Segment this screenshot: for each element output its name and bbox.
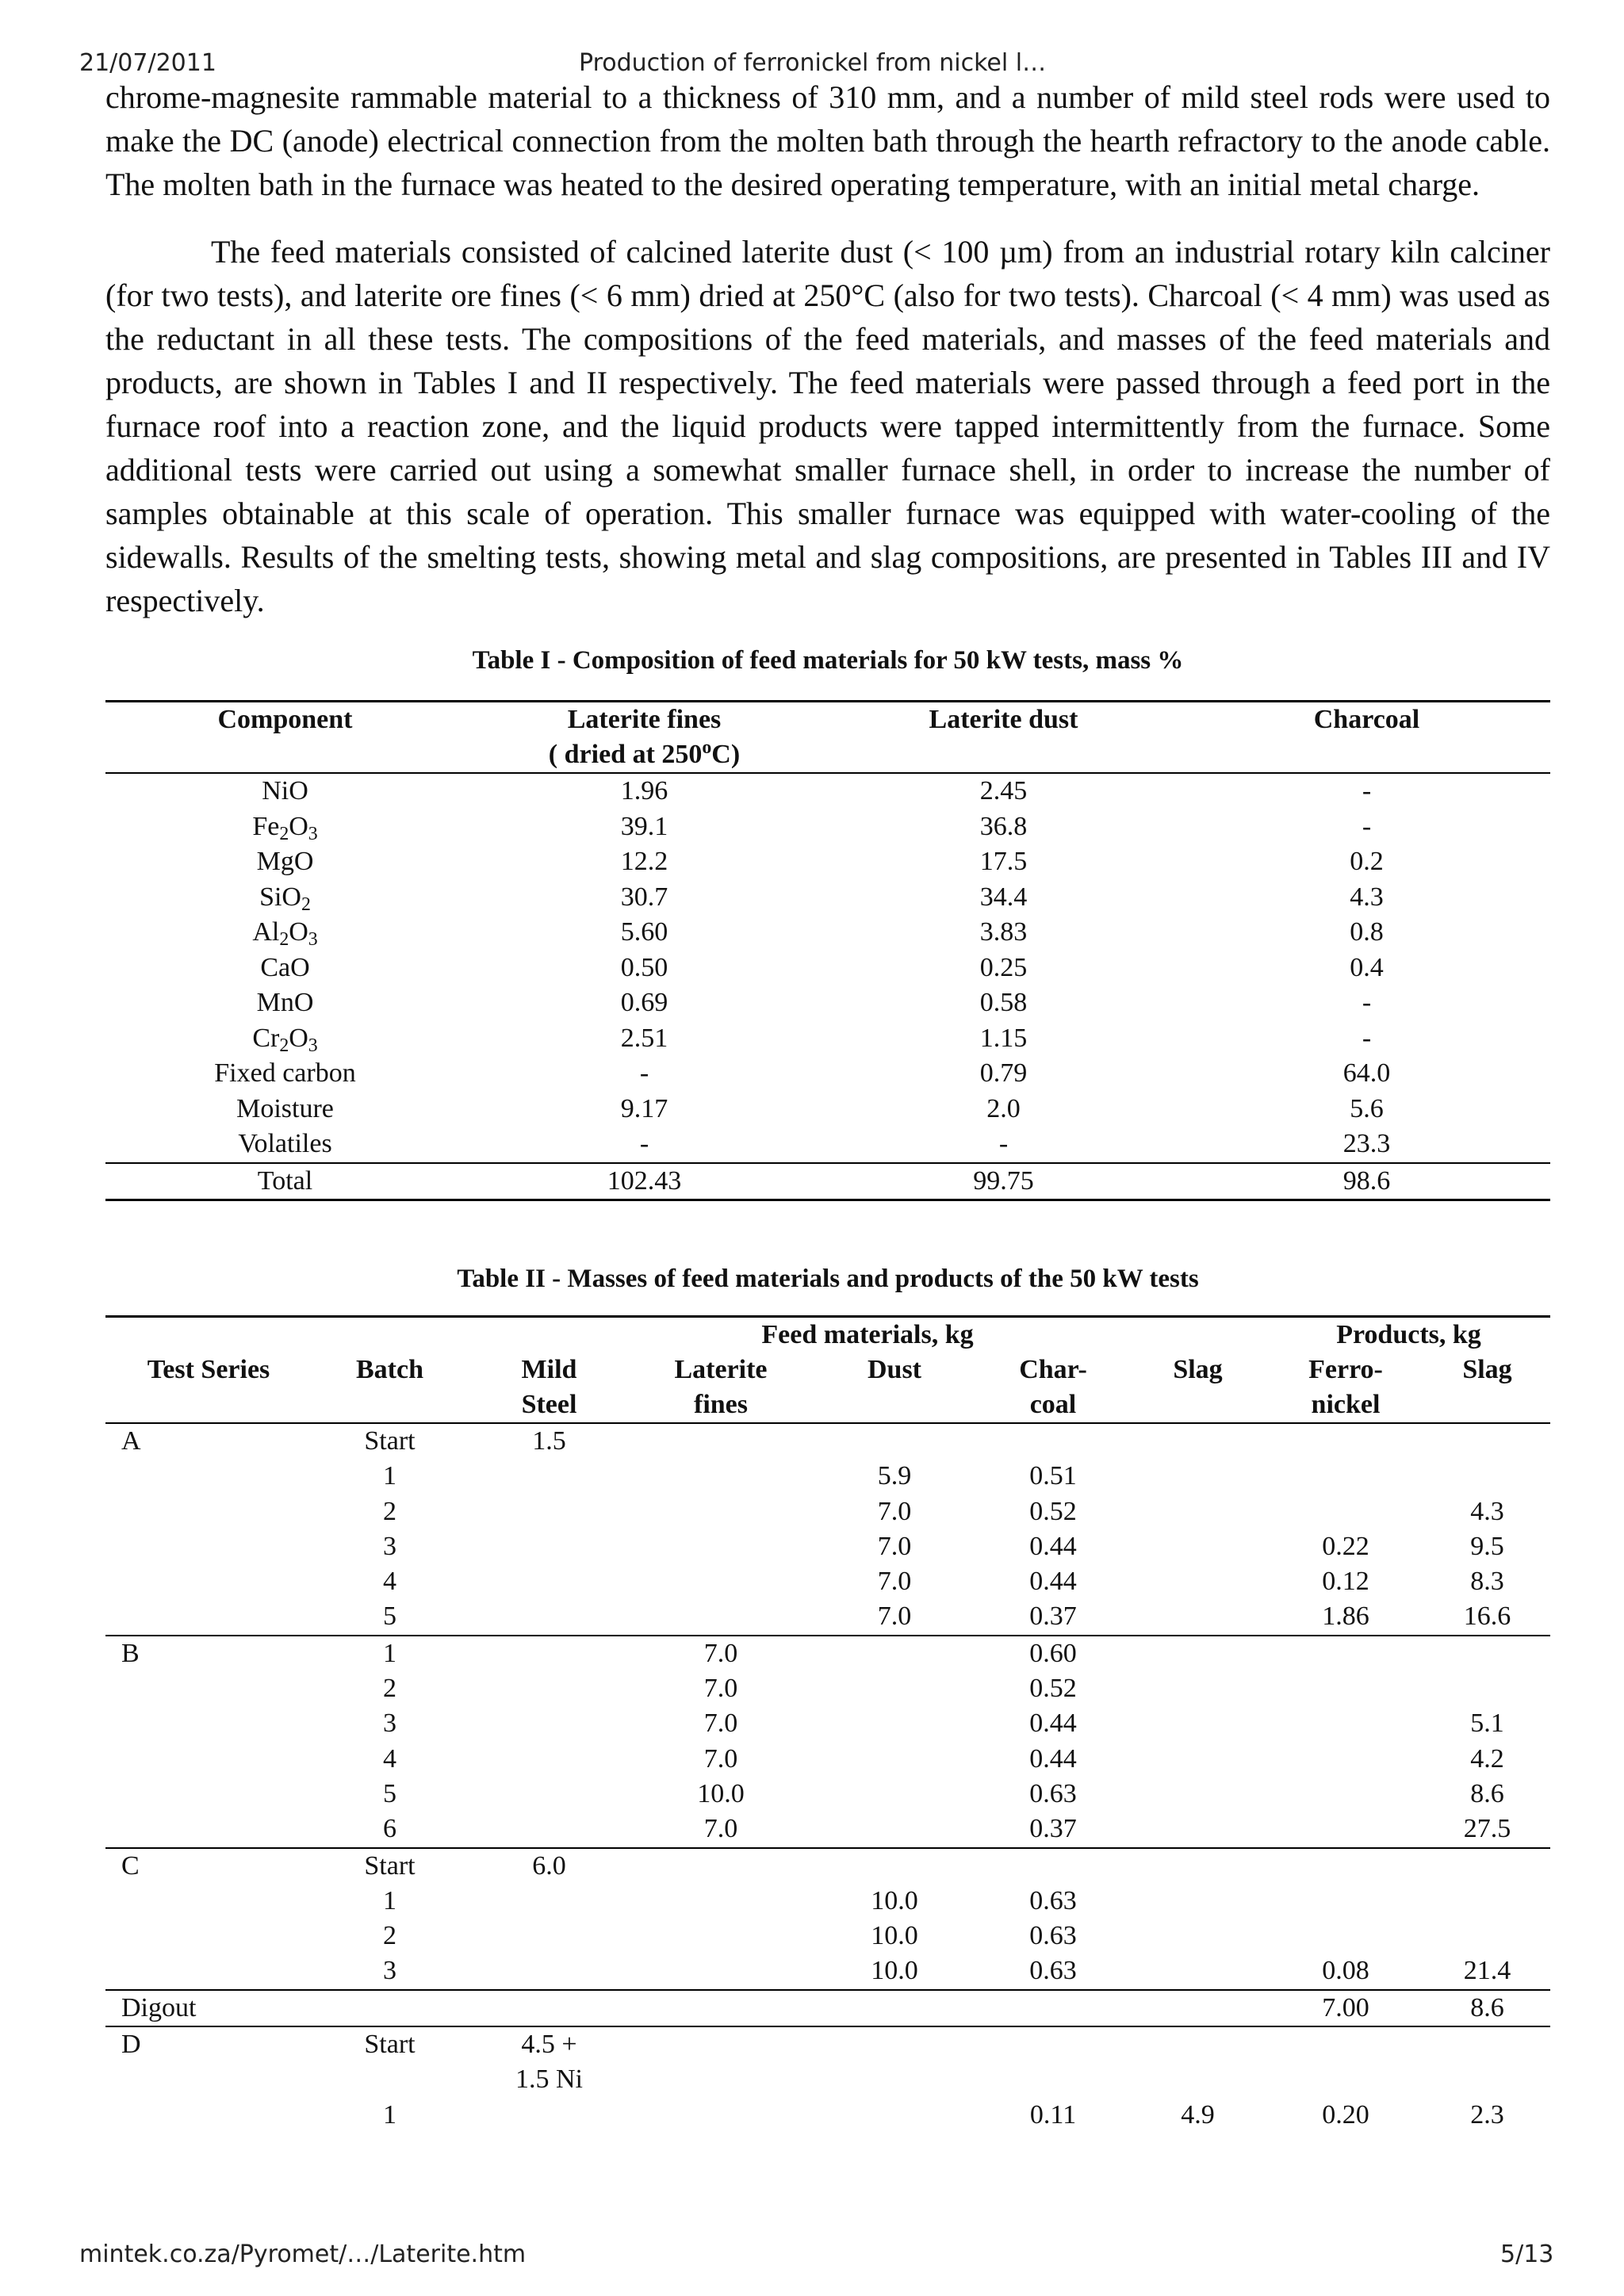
table2-cell — [1267, 1706, 1424, 1741]
table2-cell: 2 — [383, 1496, 396, 1526]
table2-cell — [105, 1494, 312, 1529]
table2-cell — [811, 1777, 978, 1812]
table2-cell — [468, 1529, 630, 1564]
table2-cell — [630, 1423, 811, 1459]
table2-cell — [811, 1671, 978, 1706]
table1-cell-value: 39.1 — [620, 811, 668, 841]
footer-url: mintek.co.za/Pyromet/…/Laterite.htm — [79, 2241, 527, 2268]
table2-cell: 2 — [383, 1674, 396, 1704]
table2-cell — [105, 1954, 312, 1989]
table2-cell: 7.0 — [877, 1601, 912, 1632]
table2-row — [105, 1742, 1550, 1777]
table2-cell: C — [105, 1848, 312, 1884]
table2-cell — [1128, 1599, 1267, 1635]
table2-cell: 7.0 — [703, 1674, 738, 1704]
table2 — [105, 1315, 1550, 2133]
table1-row — [105, 1127, 1550, 1163]
table2-cell — [1424, 1848, 1550, 1884]
table2-cell: 0.08 — [1322, 1956, 1369, 1986]
table2-cell — [1267, 1494, 1424, 1529]
table2-cell — [468, 1954, 630, 1989]
header-title: Production of ferronickel from nickel l… — [579, 49, 1047, 77]
table1-row — [105, 985, 1550, 1021]
table2-cell: 3 — [383, 1709, 396, 1739]
table1-cell-value: 34.4 — [979, 882, 1028, 912]
table2-cell — [1267, 1459, 1424, 1494]
table2-cell — [1267, 2026, 1424, 2062]
table2-row — [105, 1812, 1550, 1847]
table2-cell — [1128, 1742, 1267, 1777]
table1-cell-value: 0.69 — [620, 988, 668, 1017]
table2-cell — [630, 1954, 811, 1989]
table1-total-value: 98.6 — [1183, 1163, 1550, 1200]
table2-cell: 0.44 — [1029, 1567, 1077, 1597]
table1-cell-value: 12.2 — [620, 847, 668, 876]
table2-cell — [1424, 1423, 1550, 1459]
table1-cell-component: MgO — [256, 847, 314, 876]
table2-cell: 1.5 — [532, 1426, 566, 1456]
table2-row — [105, 1529, 1550, 1564]
table2-cell — [1128, 1459, 1267, 1494]
table2-cell — [978, 2062, 1128, 2097]
table2-cell: 1.86 — [1322, 1601, 1369, 1632]
table2-cell — [1267, 1777, 1424, 1812]
table1-cell-value: 5.6 — [1350, 1093, 1384, 1123]
table2-cell — [630, 1564, 811, 1599]
table2-caption: Table II - Masses of feed materials and products of the 50 kW tests — [457, 1265, 1199, 1293]
table2-cell: Start — [312, 2026, 468, 2062]
table2-cell: 10.0 — [871, 1956, 918, 1986]
table2-header-line2: fines — [630, 1387, 811, 1423]
table2-cell — [105, 1671, 312, 1706]
table2-cell — [978, 1423, 1128, 1459]
table1-total-label: Total — [105, 1163, 465, 1200]
table2-cell: 0.63 — [1029, 1921, 1077, 1951]
table2-row — [105, 1954, 1550, 1989]
table2-header: Slag — [1462, 1355, 1512, 1384]
table1-row — [105, 844, 1550, 880]
table2-cell — [1424, 1919, 1550, 1954]
table1-cell-value: 4.3 — [1350, 882, 1384, 912]
table2-cell — [105, 1742, 312, 1777]
page-content — [105, 75, 1550, 2133]
table1-total-value: 102.43 — [465, 1163, 824, 1200]
table1-cell-component: Fixed carbon — [214, 1058, 356, 1088]
table2-cell: 7.00 — [1267, 1990, 1424, 2026]
table2-header-line2: Steel — [468, 1387, 630, 1423]
table2-cell: Digout — [105, 1990, 312, 2026]
table2-cell — [1128, 1636, 1267, 1671]
table2-cell — [105, 2098, 312, 2133]
table2-header: Dust — [867, 1355, 922, 1384]
table2-header-line2 — [1128, 1387, 1267, 1423]
table2-cell — [468, 1636, 630, 1671]
table2-cell: 7.0 — [630, 1636, 811, 1671]
footer-page-number: 5/13 — [1500, 2241, 1554, 2268]
table2-cell — [630, 1459, 811, 1494]
table2-cell: 21.4 — [1463, 1956, 1511, 1986]
table2-cell: D — [105, 2026, 312, 2062]
table2-cell: 8.6 — [1470, 1778, 1504, 1808]
table2-cell: 0.37 — [1029, 1601, 1077, 1632]
table2-cell: 4 — [383, 1567, 396, 1597]
table1-row — [105, 880, 1550, 916]
table2-row — [105, 1636, 1550, 1671]
table2-cell: 4.2 — [1470, 1743, 1504, 1774]
table2-row — [105, 1919, 1550, 1954]
table2-cell — [468, 1564, 630, 1599]
table2-cell — [630, 1919, 811, 1954]
table1-cell-value: - — [1362, 988, 1372, 1017]
table1-cell-value: 1.96 — [620, 776, 668, 806]
table2-cell: 0.52 — [1029, 1496, 1077, 1526]
table1-cell-value: - — [639, 1129, 649, 1158]
table1-cell-component: SiO$_2$ — [259, 882, 311, 915]
table1-row — [105, 1092, 1550, 1127]
table1-cell-value: 17.5 — [979, 847, 1028, 876]
table2-header: Test Series — [147, 1355, 270, 1384]
table2-cell: 10.0 — [871, 1921, 918, 1951]
table2-cell — [105, 2062, 312, 2097]
table2-cell: 3 — [383, 1531, 396, 1561]
table2-cell: 8.6 — [1424, 1990, 1550, 2026]
table2-header-line2 — [105, 1387, 312, 1423]
table2-cell: 16.6 — [1463, 1601, 1511, 1632]
table2-cell — [978, 1990, 1128, 2026]
table2-cell: 5.1 — [1470, 1709, 1504, 1739]
table1-cell-value: 0.79 — [979, 1058, 1028, 1088]
table2-cell — [1424, 1459, 1550, 1494]
table2-cell: 7.0 — [877, 1496, 912, 1526]
table1-total-row — [105, 1163, 1550, 1200]
table2-cell: 2 — [383, 1921, 396, 1951]
table2-cell — [1267, 1884, 1424, 1919]
table1-row — [105, 1056, 1550, 1092]
table1-cell-value: 0.58 — [979, 988, 1028, 1017]
table1-row — [105, 915, 1550, 951]
table2-cell — [1128, 1990, 1267, 2026]
table2-header-line2 — [811, 1387, 978, 1423]
table2-cell — [811, 1812, 978, 1847]
table2-cell — [468, 1706, 630, 1741]
table2-cell — [978, 2026, 1128, 2062]
table2-cell — [468, 1742, 630, 1777]
table1-cell-component: MnO — [256, 988, 314, 1017]
table2-cell: 7.0 — [703, 1709, 738, 1739]
table1-row — [105, 809, 1550, 845]
table1-cell-component: CaO — [260, 952, 310, 982]
table1-caption: Table I - Composition of feed materials for 50 kW tests, mass % — [472, 646, 1184, 675]
table2-cell — [978, 1848, 1128, 1884]
table2-cell: 1 — [383, 2099, 396, 2130]
table2-header: Ferro- — [1308, 1355, 1383, 1384]
table2-cell — [1267, 1423, 1424, 1459]
paragraph-2: The feed materials consisted of calcined laterite dust (< 100 µm) from an industrial rotary kiln calciner (for two tests), and laterite ore fines (< 6 mm) dried at 250°C (also for two tests). Charcoal (< 4 mm) was used as the reductant in all these tests. The compositions of the feed materials, and masses of the feed materials and products, are shown in Tables I and II respectively. The feed materials were passed through a feed port in the furnace roof into a reaction zone, and the liquid products were tapped intermittently from the furnace. Some additional tests were carried out using a somewhat smaller furnace shell, in order to increase the number of samples obtainable at this scale of operation. This smaller furnace was equipped with water-cooling of the sidewalls. Results of the smelting tests, showing metal and slag compositions, are presented in Tables III and IV respectively. — [105, 234, 1550, 618]
table1-cell-component: NiO — [262, 776, 308, 806]
table2-cell — [1128, 1671, 1267, 1706]
table2-cell — [468, 1494, 630, 1529]
table1-cell-value: - — [639, 1058, 649, 1088]
table2-cell — [1128, 1884, 1267, 1919]
table1-cell-component: $Fe_2O_3$ — [252, 811, 318, 844]
table1-cell-value: 2.45 — [979, 776, 1028, 806]
table2-cell — [105, 1564, 312, 1599]
table2-header-line2: nickel — [1267, 1387, 1424, 1423]
table1-cell-value: 0.25 — [979, 952, 1028, 982]
table2-cell — [468, 1777, 630, 1812]
table2-cell — [811, 2026, 978, 2062]
table2-cell: 0.22 — [1322, 1531, 1369, 1561]
table1-cell-value: 3.83 — [979, 917, 1028, 947]
table1-row — [105, 773, 1550, 809]
table1-subheader: ( dried at 250$^o$C) — [465, 737, 824, 773]
table2-cell: 0.11 — [1029, 2099, 1077, 2130]
table1-row — [105, 951, 1550, 986]
table2-cell — [468, 1990, 630, 2026]
table2-cell: 0.60 — [978, 1636, 1128, 1671]
table1-cell-value: 2.0 — [986, 1093, 1021, 1123]
table2-row — [105, 1599, 1550, 1635]
table2-cell — [1128, 2062, 1267, 2097]
table2-cell: 1 — [312, 1636, 468, 1671]
table2-cell — [312, 2062, 468, 2097]
table2-header: Laterite — [674, 1355, 768, 1384]
table2-cell — [811, 2062, 978, 2097]
table2-cell: 0.37 — [1029, 1814, 1077, 1844]
table2-cell — [1128, 1423, 1267, 1459]
table2-header: Batch — [356, 1355, 423, 1384]
table2-cell: 7.0 — [703, 1743, 738, 1774]
table2-cell — [1424, 2062, 1550, 2097]
table1-cell-value: 0.8 — [1350, 917, 1384, 947]
table2-cell — [105, 1599, 312, 1635]
table2-cell: 4.9 — [1181, 2099, 1215, 2130]
table2-cell — [1128, 1954, 1267, 1989]
table1-cell-value: - — [1362, 776, 1372, 806]
table2-cell: 1 — [383, 1885, 396, 1915]
table2-cell — [105, 1884, 312, 1919]
table2-cell: 4.5 + — [468, 2026, 630, 2062]
table2-row — [105, 2026, 1550, 2062]
table2-cell — [630, 2026, 811, 2062]
table2-cell: 0.44 — [1029, 1531, 1077, 1561]
table2-cell — [811, 1706, 978, 1741]
table2-cell — [1424, 1884, 1550, 1919]
table1-cell-value: - — [1362, 1023, 1372, 1053]
table2-header-line2: coal — [978, 1387, 1128, 1423]
table2-cell: 0.51 — [1029, 1461, 1077, 1491]
table2-cell — [630, 1990, 811, 2026]
table2-cell: 0.63 — [1029, 1956, 1077, 1986]
table2-cell — [1128, 1494, 1267, 1529]
table2-row — [105, 1706, 1550, 1741]
table2-cell: 0.44 — [1029, 1743, 1077, 1774]
table2-cell: 7.0 — [877, 1567, 912, 1597]
table1-cell-value: 64.0 — [1342, 1058, 1391, 1088]
table2-cell: 7.0 — [877, 1531, 912, 1561]
table2-cell — [1267, 1742, 1424, 1777]
table2-cell: A — [121, 1426, 141, 1456]
table2-cell: 9.5 — [1470, 1531, 1504, 1561]
table2-cell: 0.63 — [1029, 1885, 1077, 1915]
table1-cell-component: Moisture — [236, 1093, 334, 1123]
table2-header-line2 — [312, 1387, 468, 1423]
table2-cell — [811, 1848, 978, 1884]
table1-header-charcoal: Charcoal — [1313, 705, 1420, 734]
table2-cell: 6 — [383, 1814, 396, 1844]
table2-cell: 1 — [383, 1461, 396, 1491]
table2-cell — [811, 1636, 978, 1671]
table2-cell: 1.5 Ni — [515, 2064, 583, 2095]
table1-cell-value: 1.15 — [979, 1023, 1028, 1053]
table1-cell-value: 0.4 — [1350, 952, 1384, 982]
table2-header: Char- — [1019, 1355, 1087, 1384]
table2-row — [105, 1564, 1550, 1599]
table1-header-fines: Laterite fines — [567, 705, 722, 734]
table2-cell — [468, 1599, 630, 1635]
table2-cell: 0.20 — [1322, 2099, 1369, 2130]
header-date: 21/07/2011 — [79, 49, 216, 77]
table2-cell — [1128, 2026, 1267, 2062]
table1-total-value: 99.75 — [824, 1163, 1183, 1200]
table2-header: Mild — [521, 1355, 577, 1384]
table2-cell: 6.0 — [468, 1848, 630, 1884]
table2-cell — [630, 1884, 811, 1919]
table2-cell — [1424, 1671, 1550, 1706]
table2-group-products: Products, kg — [1336, 1320, 1481, 1349]
table2-cell — [630, 2062, 811, 2097]
table2-cell: 0.63 — [1029, 1778, 1077, 1808]
table1-cell-value: 36.8 — [979, 811, 1028, 841]
table2-cell — [468, 1919, 630, 1954]
table2-cell — [105, 1459, 312, 1494]
table1-cell-value: 0.50 — [620, 952, 668, 982]
table1-cell-value: 9.17 — [620, 1093, 668, 1123]
table2-cell — [1424, 1636, 1550, 1671]
table2-cell — [1424, 2026, 1550, 2062]
paragraph-1: chrome-magnesite rammable material to a thickness of 310 mm, and a number of mild steel rods were used to make the DC (anode) electrical connection from the molten bath through the hearth refractory to the anode cable. The molten bath in the furnace was heated to the desired operating temperature, with an initial metal charge. — [105, 79, 1550, 202]
table2-cell — [105, 1919, 312, 1954]
table2-cell — [105, 1706, 312, 1741]
table2-cell — [468, 1459, 630, 1494]
table2-row — [105, 1777, 1550, 1812]
table2-row — [105, 1990, 1550, 2026]
table2-cell — [811, 2098, 978, 2133]
table1-row — [105, 1021, 1550, 1057]
table1-cell-value: 0.2 — [1350, 847, 1384, 876]
table2-cell — [105, 1812, 312, 1847]
table2-cell — [1267, 2062, 1424, 2097]
table2-header: Slag — [1173, 1355, 1223, 1384]
table2-cell: Start — [364, 1426, 416, 1456]
table2-cell: 2.3 — [1470, 2099, 1504, 2130]
table2-cell — [630, 1494, 811, 1529]
table1-cell-component: $Al_2O_3$ — [252, 917, 318, 950]
table2-cell — [1128, 1848, 1267, 1884]
table2-cell: 8.3 — [1470, 1567, 1504, 1597]
table2-cell: 4 — [383, 1743, 396, 1774]
table2-cell — [1128, 1919, 1267, 1954]
table2-cell — [105, 1777, 312, 1812]
table2-cell — [1267, 1812, 1424, 1847]
table2-row — [105, 2098, 1550, 2133]
table2-cell — [468, 1812, 630, 1847]
table2-cell — [630, 1599, 811, 1635]
table2-cell — [1128, 1564, 1267, 1599]
table1-cell-value: - — [998, 1129, 1009, 1158]
table2-row — [105, 1423, 1550, 1459]
table2-cell: Start — [312, 1848, 468, 1884]
table2-cell: 3 — [383, 1956, 396, 1986]
table1-header-dust: Laterite dust — [929, 705, 1078, 734]
table1-cell-value: 2.51 — [620, 1023, 668, 1053]
table2-row — [105, 1884, 1550, 1919]
table2-cell — [468, 1671, 630, 1706]
table2-cell — [1128, 1529, 1267, 1564]
table2-cell — [630, 1529, 811, 1564]
table2-cell: 5.9 — [877, 1461, 912, 1491]
table1-cell-value: 23.3 — [1342, 1129, 1391, 1158]
table2-cell — [1128, 1812, 1267, 1847]
table1-cell-value: 30.7 — [620, 882, 668, 912]
table2-cell: 27.5 — [1463, 1814, 1511, 1844]
table2-cell — [468, 2098, 630, 2133]
table2-cell — [630, 2098, 811, 2133]
table2-cell — [1267, 1848, 1424, 1884]
table2-group-feed: Feed materials, kg — [761, 1320, 974, 1349]
table2-cell — [468, 1884, 630, 1919]
table2-cell: B — [105, 1636, 312, 1671]
table2-cell — [1128, 1777, 1267, 1812]
table2-cell — [1128, 1706, 1267, 1741]
table2-cell — [1267, 1636, 1424, 1671]
table2-cell: 0.52 — [1029, 1674, 1077, 1704]
table2-cell — [630, 1848, 811, 1884]
table2-cell: 5 — [383, 1601, 396, 1632]
table1-cell-component: Volatiles — [238, 1129, 332, 1158]
table2-cell — [811, 1990, 978, 2026]
table2-row — [105, 1848, 1550, 1884]
table2-cell — [1267, 1919, 1424, 1954]
table2-header-line2 — [1424, 1387, 1550, 1423]
table2-row — [105, 1459, 1550, 1494]
table2-cell — [1267, 1671, 1424, 1706]
table2-cell — [811, 1423, 978, 1459]
table2-row — [105, 1671, 1550, 1706]
table1-cell-value: 5.60 — [620, 917, 668, 947]
table2-cell: 0.12 — [1322, 1567, 1369, 1597]
table2-row — [105, 1494, 1550, 1529]
table2-cell: 0.44 — [1029, 1709, 1077, 1739]
table2-cell: 7.0 — [703, 1814, 738, 1844]
table1-cell-component: $Cr_2O_3$ — [252, 1023, 318, 1056]
table1-header-component: Component — [217, 705, 353, 734]
table2-cell: 4.3 — [1470, 1496, 1504, 1526]
table2-cell: 5 — [383, 1778, 396, 1808]
table2-row — [105, 2062, 1550, 2097]
table1 — [105, 700, 1550, 1201]
table2-cell — [105, 1529, 312, 1564]
table2-cell — [312, 1990, 468, 2026]
table2-cell: 10.0 — [871, 1885, 918, 1915]
table2-cell — [811, 1742, 978, 1777]
table2-cell: 10.0 — [697, 1778, 745, 1808]
table1-cell-value: - — [1362, 811, 1372, 841]
